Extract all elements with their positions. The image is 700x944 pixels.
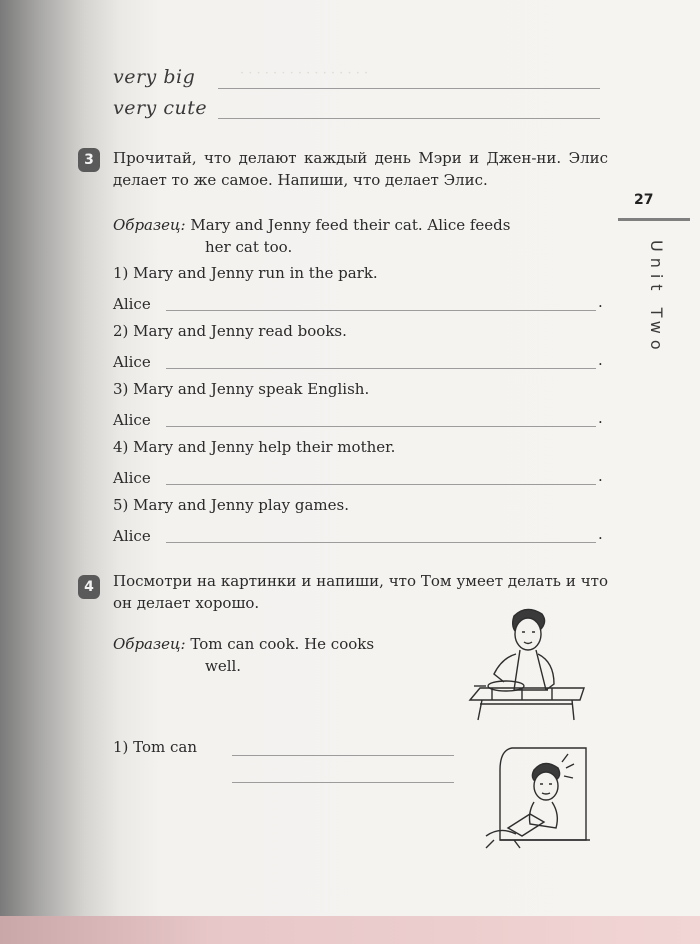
answer-end-5: . xyxy=(598,525,603,543)
exercise-3-item-1: 1) Mary and Jenny run in the park. xyxy=(113,264,378,282)
page-number: 27 xyxy=(634,192,654,208)
exercise-4-instruction: Посмотри на картинки и напиши, что Том умеет делать и что он делает хорошо. xyxy=(113,572,608,612)
exercise-3-item-4: 4) Mary and Jenny help their mother. xyxy=(113,438,396,456)
exercise-4-badge: 4 xyxy=(78,575,100,599)
answer-line-1[interactable] xyxy=(166,310,596,311)
prev-write-line-2[interactable] xyxy=(218,118,600,119)
sample-line-1: Mary and Jenny feed their cat. Alice feeds xyxy=(190,216,511,234)
answer-line-5[interactable] xyxy=(166,542,596,543)
boy-reading-illustration xyxy=(474,740,602,850)
exercise-3-badge: 3 xyxy=(78,148,100,172)
answer-prefix-1: Alice xyxy=(113,295,151,313)
sample-line-2: well. xyxy=(205,657,242,675)
exercise-3-instruction: Прочитай, что делают каждый день Мэри и Джен-ни. Элис делает то же самое. Напиши, что делает Элис. xyxy=(113,149,608,189)
exercise-4-item-1: 1) Tom can xyxy=(113,738,198,756)
exercise-4-answer-line-2[interactable] xyxy=(232,782,454,783)
sample-line-1: Tom can cook. He cooks xyxy=(190,635,375,653)
unit-tab xyxy=(646,240,668,380)
answer-end-1: . xyxy=(598,293,603,311)
show-through-text: · · · · · · · · · · · · · · · · xyxy=(240,66,369,81)
exercise-3-sample xyxy=(113,214,608,258)
answer-prefix-3: Alice xyxy=(113,411,151,429)
answer-line-3[interactable] xyxy=(166,426,596,427)
answer-end-2: . xyxy=(598,351,603,369)
exercise-4-sample xyxy=(113,633,463,677)
answer-end-3: . xyxy=(598,409,603,427)
prev-write-line-1[interactable] xyxy=(218,88,600,89)
answer-prefix-2: Alice xyxy=(113,353,151,371)
answer-line-2[interactable] xyxy=(166,368,596,369)
prev-line-2: very cute xyxy=(113,97,208,119)
sample-label: Образец: xyxy=(113,635,186,653)
exercise-4-answer-line-1[interactable] xyxy=(232,755,454,756)
answer-prefix-5: Alice xyxy=(113,527,151,545)
unit-tab-label: Unit Two xyxy=(647,240,666,356)
sample-label: Образец: xyxy=(113,216,186,234)
answer-prefix-4: Alice xyxy=(113,469,151,487)
answer-end-4: . xyxy=(598,467,603,485)
exercise-3-item-3: 3) Mary and Jenny speak English. xyxy=(113,380,370,398)
exercise-3-item-5: 5) Mary and Jenny play games. xyxy=(113,496,350,514)
sample-line-2: her cat too. xyxy=(205,238,293,256)
boy-cooking-illustration xyxy=(462,600,588,724)
prev-line-1: very big xyxy=(113,66,196,88)
answer-line-4[interactable] xyxy=(166,484,596,485)
exercise-3-item-2: 2) Mary and Jenny read books. xyxy=(113,322,347,340)
unit-tab-rule xyxy=(618,218,690,221)
scan-bottom-strip xyxy=(0,916,700,944)
